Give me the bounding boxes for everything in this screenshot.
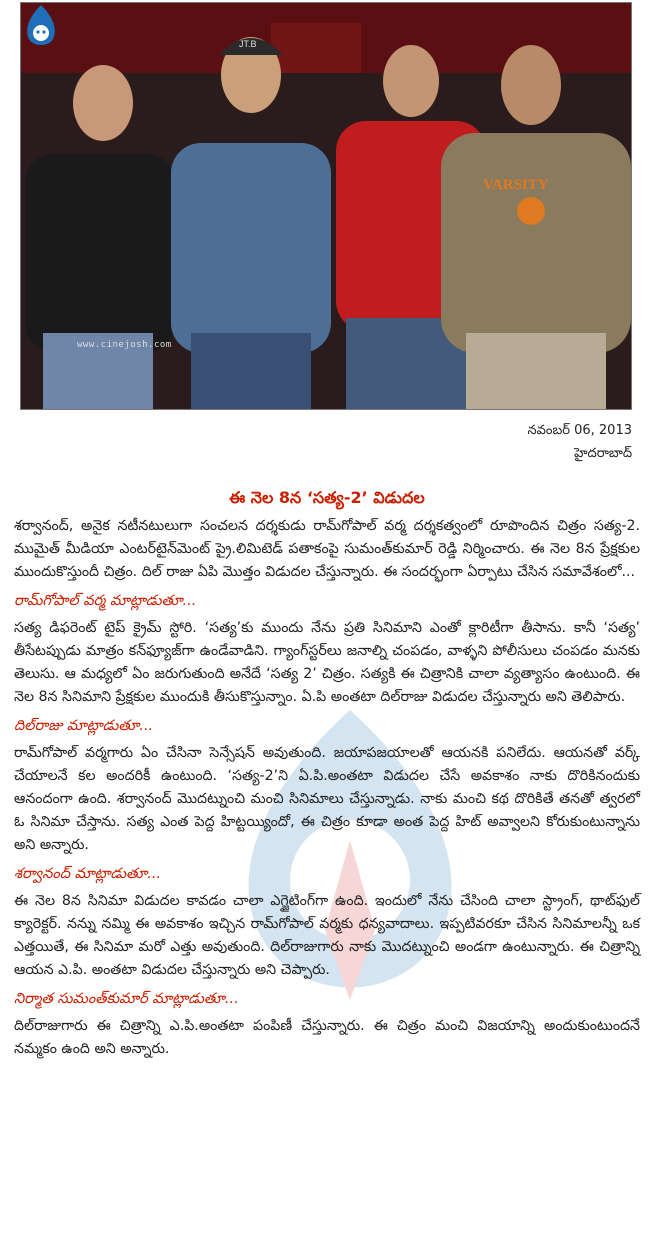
cap-text: JT.B (239, 39, 257, 49)
article-para-dilraju: రామ్‌గోపాల్ వర్మగారు ఏం చేసినా సెన్సేషన్ అవుతుంది. జయాపజయాలతో ఆయనకి పనిలేదు. ఆయనతో వర్క్ చేయాలనే కల అందరికీ ఉంటుంది. ‘సత్య-2’ని ఏ.పి.అంతటా విడుదల చేసే అవకాశం నాకు దొరికినందుకు ఆనందంగా ఉంది. శర్వానంద్ మొదట్నుంచి మంచి సినిమాలు చేస్తున్నాడు. నాకు మంచి కథ దొరికితే తనతో త్వరలో ఓ సినిమా చేస్తాను. సత్య ఎంత పెద్ద హిట్టయ్యిందో, ఈ చిత్రం కూడా అంత పెద్ద హిట్ అవ్వాలని కోరుకుంటున్నాను అని అన్నారు. (14, 745, 641, 853)
dateline-place: హైదరాబాద్ (574, 446, 632, 461)
cinejosh-logo-icon (21, 3, 61, 51)
article-intro: శర్వానంద్, అనైక నటీనటులుగా సంచలన దర్శకుడు రామ్‌గోపాల్ వర్మ దర్శకత్వంలో రూపొందిన చిత్రం సత్య-2. ముమైత్ మీడియా ఎంటర్‌టైన్‌మెంట్ ప్రై.లిమిటెడ్ పతాకంపై సుమంత్‌కుమార్ రెడ్డి నిర్మించారు. ఈ నెల 8న ప్రేక్షకుల ముందుకొస్తుందీ చిత్రం. దిల్ రాజు ఏపి మొత్తం విడుదల చేస్తున్నారు. ఈ సందర్భంగా ఏర్పాటు చేసిన సమావేశంలో... (14, 518, 640, 580)
article-body (14, 515, 640, 1061)
speaker-heading-sharwanand: శర్వానంద్ మాట్లాడుతూ... (14, 866, 161, 882)
speaker-heading-rgv: రామ్‌గోపాల్ వర్మ మాట్లాడుతూ... (14, 593, 197, 609)
speaker-heading-producer: నిర్మాత సుమంత్‌కుమార్ మాట్లాడుతూ... (14, 991, 239, 1007)
speaker-heading-dilraju: దిల్‌రాజు మాట్లాడుతూ... (14, 718, 154, 734)
shirt-text: VARSITY (483, 177, 549, 193)
publish-date: నవంబర్ 06, 2013 (527, 423, 632, 438)
article-para-producer: దిల్‌రాజుగారు ఈ చిత్రాన్ని ఎ.పి.అంతటా పంపిణీ చేస్తున్నారు. ఈ చిత్రం మంచి విజయాన్ని అందుకుంటుందనే నమ్మకం ఉంది అని అన్నారు. (14, 1018, 640, 1057)
article-para-sharwanand: ఈ నెల 8న సినిమా విడుదల కావడం చాలా ఎగ్జైటింగ్‌గా ఉంది. ఇందులో నేను చేసింది చాలా స్ట్రాంగ్, థాట్‌ఫుల్ క్యారెక్టర్. నన్ను నమ్మి ఈ అవకాశం ఇచ్చిన రామ్‌గోపాల్ వర్మకు ధన్యవాదాలు. ఇప్పటివరకూ చేసిన సినిమాలన్నీ ఒక ఎత్తయితే, ఈ సినిమా మరో ఎత్తు అవుతుంది. దిల్‌రాజుగారు నాకు మొదట్నుంచి అండగా ఉంటున్నారు. ఈ చిత్రాన్ని ఆయన ఎ.పి. అంతటా విడుదల చేస్తున్నారు అని చెప్పారు. (14, 893, 640, 978)
article-para-rgv: సత్య డిఫరెంట్ టైప్ క్రైమ్ స్టోరి. ‘సత్య’కు ముందు నేను ప్రతి సినిమాని ఎంతో క్లారిటీగా తీసాను. కానీ ‘సత్య’ తీసేటప్పుడు మాత్రం కన్‌ఫ్యూజ్‌గా ఉండేవాడిని. గ్యాంగ్‌స్టర్‌లు జనాల్ని చంపడం, వాళ్ళని పోలీసులు చంపడం మనకు తెలుసు. ఆ మధ్యలో ఏం జరుగుతుంది అనేదే ‘సత్య 2’ చిత్రం. సత్యకి ఈ చిత్రానికి చాలా వ్యత్యాసం ఉంటుంది. ఈ నెల 8న సినిమాని ప్రేక్షకుల ముందుకి తీసుకొస్తున్నాం. ఏ.పి అంతటా దిల్‌రాజు విడుదల చేస్తున్నారు అని తెలిపారు. (14, 620, 640, 705)
article-photo (20, 2, 632, 410)
article-headline: ఈ నెల 8న ‘సత్య-2’ విడుదల (229, 488, 425, 507)
photo-watermark: www.cinejosh.com (77, 340, 172, 350)
